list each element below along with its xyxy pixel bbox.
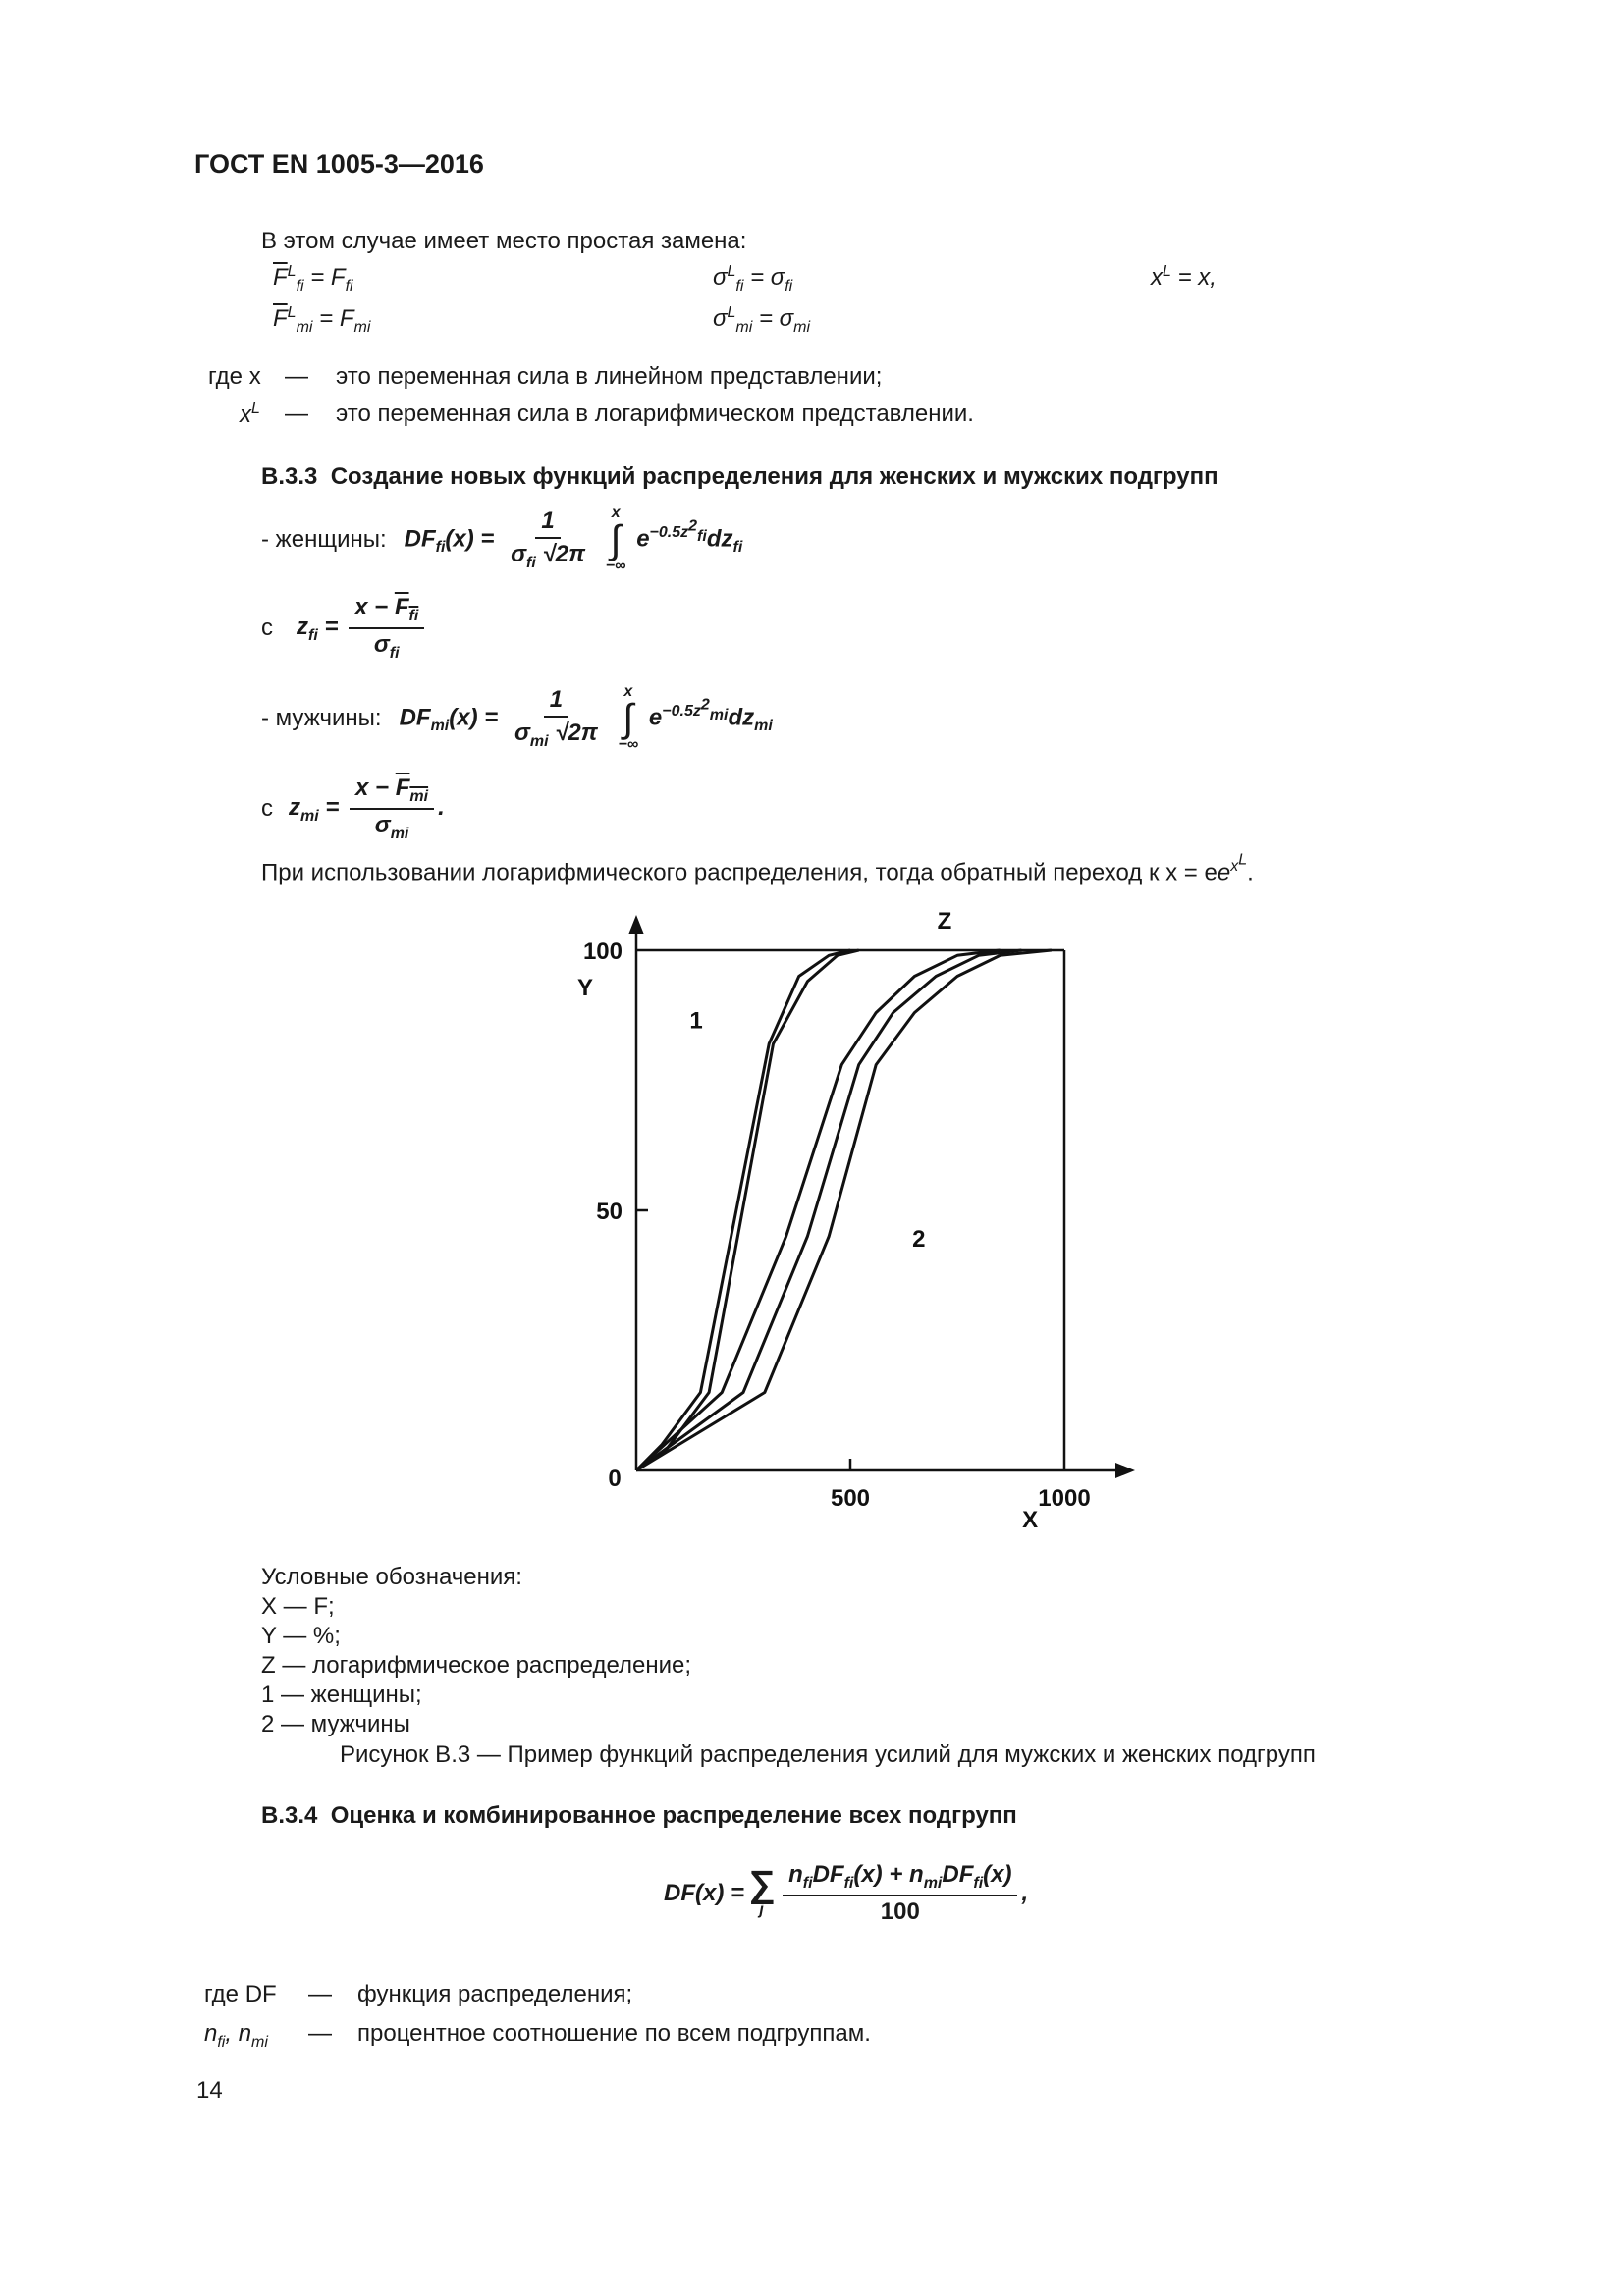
substitution-f-mi: $\overline{F}^L_{mi} = F_{mi}$: [273, 304, 371, 336]
men-formula-row: [261, 677, 773, 760]
z-fi-row: [261, 589, 428, 667]
combined-formula: DF(x) = ∑ j $\frac{n_{fi}DF_{fi}(x) + n_{mi}DF_{fi}(x)}{100}$ ,: [664, 1861, 1029, 1925]
legend-item-z: Z — логарифмическое распределение;: [261, 1652, 692, 1679]
definition-x-dash: —: [285, 363, 308, 390]
document-header: ГОСТ EN 1005-3—2016: [194, 149, 484, 179]
log-sentence: При использовании логарифмического распределения, тогда обратный переход к $x = ee^{x^L}$.: [261, 852, 1254, 886]
section-b33-heading: B.3.3 Создание новых функций распределения для женских и мужских подгрупп: [261, 463, 1218, 490]
substitution-f-fi: $\overline{F}^L_{fi} = F_{fi}$: [273, 263, 353, 294]
curve-label-2: 2: [912, 1226, 926, 1254]
definition-df-term: где DF: [204, 1981, 277, 2007]
curve-label-1: 1: [689, 1007, 703, 1035]
y-axis-label: Y: [576, 975, 594, 1001]
definition-xl-term: $x^L$: [240, 400, 260, 428]
definition-df-dash: —: [308, 1981, 332, 2007]
legend-item-x: X — F;: [261, 1593, 335, 1620]
definition-df-text: функция распределения;: [357, 1981, 633, 2007]
z-mi-formula: $z_{mi}$ = $\frac{x - F_{mi}}{\sigma_{mi}}$ .: [289, 774, 445, 842]
legend-item-2: 2 — мужчины: [261, 1711, 410, 1737]
z-mi-row: [261, 770, 445, 848]
with-label-1: с: [261, 614, 273, 641]
x-tick-label-0: 0: [608, 1466, 622, 1492]
definition-x-text: это переменная сила в линейном представлении;: [336, 363, 883, 390]
definition-xl-dash: —: [285, 400, 308, 427]
x-tick-label-500: 500: [830, 1485, 871, 1512]
x-axis-label: X: [1022, 1507, 1039, 1527]
definition-n-dash: —: [308, 2020, 332, 2047]
distribution-chart: [550, 899, 1159, 1527]
figure-caption: Рисунок B.3 — Пример функций распределения усилий для мужских и женских подгрупп: [340, 1741, 1316, 1768]
x-axis-arrow: [1115, 1463, 1135, 1478]
substitution-x: $x^L = x$,: [1151, 263, 1217, 291]
with-label-2: с: [261, 795, 273, 822]
page-number: 14: [196, 2077, 223, 2104]
women-formula-row: [261, 499, 742, 581]
y-tick-label-100: 100: [582, 938, 623, 965]
figure-legend: [261, 1563, 691, 1739]
women-formula: $DF_{fi}(x)$ = $\frac{1}{\sigma_{fi} √2\pi}$ x ∫ −∞ $e^{-0.5z^2_{fi}}dz_{fi}$: [404, 505, 743, 574]
definition-n-text: процентное соотношение по всем подгруппам.: [357, 2020, 871, 2047]
z-label: Z: [937, 908, 952, 934]
substitution-sigma-fi: $\sigma^L_{fi} = \sigma_{fi}$: [713, 263, 793, 294]
substitution-sigma-mi: $\sigma^L_{mi} = \sigma_{mi}$: [713, 304, 810, 336]
men-formula: $DF_{mi}(x)$ = $\frac{1}{\sigma_{mi} √2\pi}$ x ∫ −∞ $e^{-0.5z^2_{mi}}dz_{mi}$: [399, 683, 773, 753]
legend-item-1: 1 — женщины;: [261, 1682, 422, 1708]
definition-x-term: где x: [208, 363, 261, 390]
chart-frame: [628, 915, 1135, 1478]
legend-item-y: Y — %;: [261, 1623, 341, 1649]
series-line-2: [636, 950, 859, 1470]
x-tick-label-1000: 1000: [1038, 1485, 1091, 1512]
women-label: - женщины:: [261, 526, 387, 553]
men-label: - мужчины:: [261, 705, 382, 731]
y-tick-label-50: 50: [596, 1199, 623, 1225]
z-fi-formula: $z_{fi}$ = $\frac{x - F_{fi}}{\sigma_{fi}}$: [297, 594, 428, 663]
definition-xl-text: это переменная сила в логарифмическом представлении.: [336, 400, 974, 427]
definition-n-term: $n_{fi}$, $n_{mi}$: [204, 2020, 268, 2051]
legend-heading: Условные обозначения:: [261, 1564, 522, 1590]
y-axis-arrow: [628, 915, 644, 934]
section-b34-heading: B.3.4 Оценка и комбинированное распределение всех подгрупп: [261, 1802, 1017, 1829]
intro-sentence: В этом случае имеет место простая замена:: [261, 228, 747, 254]
